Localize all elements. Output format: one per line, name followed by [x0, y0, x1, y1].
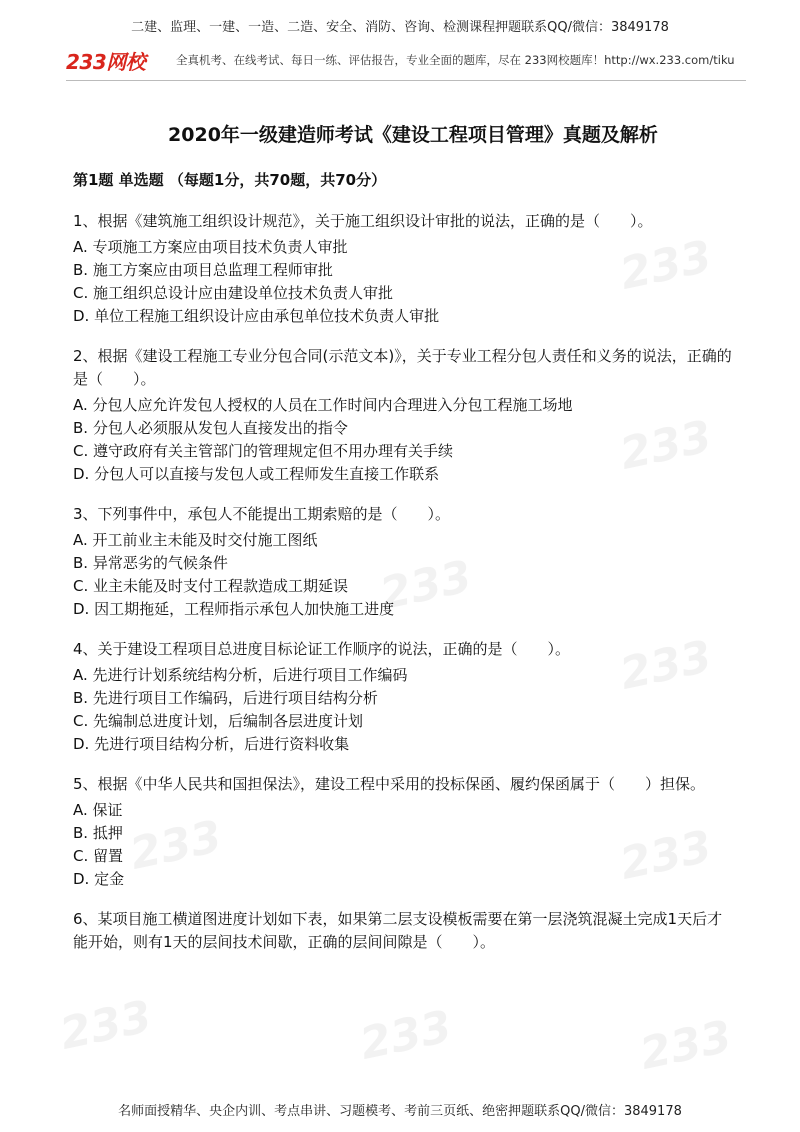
option-b: B. 分包人必须服从发包人直接发出的指令	[73, 419, 348, 437]
question-stem: 2、根据《建设工程施工专业分包合同(示范文本)》，关于专业工程分包人责任和义务的说法，正确的是（ ）。	[73, 347, 732, 388]
option-d: D. 因工期拖延，工程师指示承包人加快施工进度	[73, 600, 395, 618]
option-a: A. 保证	[73, 801, 123, 819]
watermark-logo: 233	[615, 821, 717, 890]
watermark-logo: 233	[375, 551, 477, 620]
option-d: D. 定金	[73, 870, 125, 888]
option-b: B. 施工方案应由项目总监理工程师审批	[73, 261, 333, 279]
option-c: C. 遵守政府有关主管部门的管理规定但不用办理有关手续	[73, 442, 454, 460]
question-3	[73, 503, 733, 621]
top-banner: 二建、监理、一建、一造、二造、安全、消防、咨询、检测课程押题联系QQ/微信：3849178	[131, 20, 669, 35]
option-a: A. 开工前业主未能及时交付施工图纸	[73, 531, 318, 549]
question-4	[73, 638, 733, 756]
document-body	[73, 120, 733, 971]
option-a: A. 先进行计划系统结构分析，后进行项目工作编码	[73, 666, 408, 684]
section-title: 第1题 单选题 （每题1分，共70题，共70分）	[73, 171, 387, 189]
option-c: C. 业主未能及时支付工程款造成工期延误	[73, 577, 349, 595]
question-stem: 4、关于建设工程项目总进度目标论证工作顺序的说法，正确的是（ ）。	[73, 640, 571, 658]
header-tagline: 全真机考、在线考试、每日一练、评估报告，专业全面的题库，尽在 233网校题库！http://wx.233.com/tiku	[176, 53, 735, 67]
header-divider	[66, 80, 746, 81]
watermark-logo: 233	[355, 1001, 457, 1070]
option-d: D. 单位工程施工组织设计应由承包单位技术负责人审批	[73, 307, 440, 325]
option-b: B. 异常恶劣的气候条件	[73, 554, 228, 572]
bottom-banner: 名师面授精华、央企内训、考点串讲、习题模考、考前三页纸、绝密押题联系QQ/微信：3849178	[118, 1104, 682, 1119]
logo: 233网校	[66, 50, 146, 74]
question-6	[73, 908, 733, 954]
watermark-logo: 233	[615, 411, 717, 480]
option-d: D. 分包人可以直接与发包人或工程师发生直接工作联系	[73, 465, 440, 483]
option-b: B. 抵押	[73, 824, 123, 842]
question-stem: 1、根据《建筑施工组织设计规范》，关于施工组织设计审批的说法，正确的是（ ）。	[73, 212, 653, 230]
option-c: C. 施工组织总设计应由建设单位技术负责人审批	[73, 284, 394, 302]
question-1	[73, 210, 733, 328]
option-c: C. 留置	[73, 847, 124, 865]
question-stem: 5、根据《中华人民共和国担保法》，建设工程中采用的投标保函、履约保函属于（ ）担保。	[73, 775, 706, 793]
document-title: 2020年一级建造师考试《建设工程项目管理》真题及解析	[168, 124, 658, 146]
page-header	[66, 44, 746, 76]
option-a: A. 分包人应允许发包人授权的人员在工作时间内合理进入分包工程施工场地	[73, 396, 573, 414]
question-5	[73, 773, 733, 891]
question-stem: 3、下列事件中，承包人不能提出工期索赔的是（ ）。	[73, 505, 451, 523]
watermark-logo: 233	[125, 811, 227, 880]
watermark-logo: 233	[615, 631, 717, 700]
question-2	[73, 345, 733, 486]
question-stem: 6、某项目施工横道图进度计划如下表，如果第二层支设模板需要在第一层浇筑混凝土完成1天后才能开始，则有1天的层间技术间歇，正确的层间间隙是（ ）。	[73, 910, 723, 951]
option-c: C. 先编制总进度计划，后编制各层进度计划	[73, 712, 364, 730]
watermark-logo: 233	[55, 991, 157, 1060]
option-b: B. 先进行项目工作编码，后进行项目结构分析	[73, 689, 378, 707]
watermark-logo: 233	[615, 231, 717, 300]
watermark-logo: 233	[635, 1011, 737, 1080]
option-d: D. 先进行项目结构分析，后进行资料收集	[73, 735, 350, 753]
option-a: A. 专项施工方案应由项目技术负责人审批	[73, 238, 348, 256]
